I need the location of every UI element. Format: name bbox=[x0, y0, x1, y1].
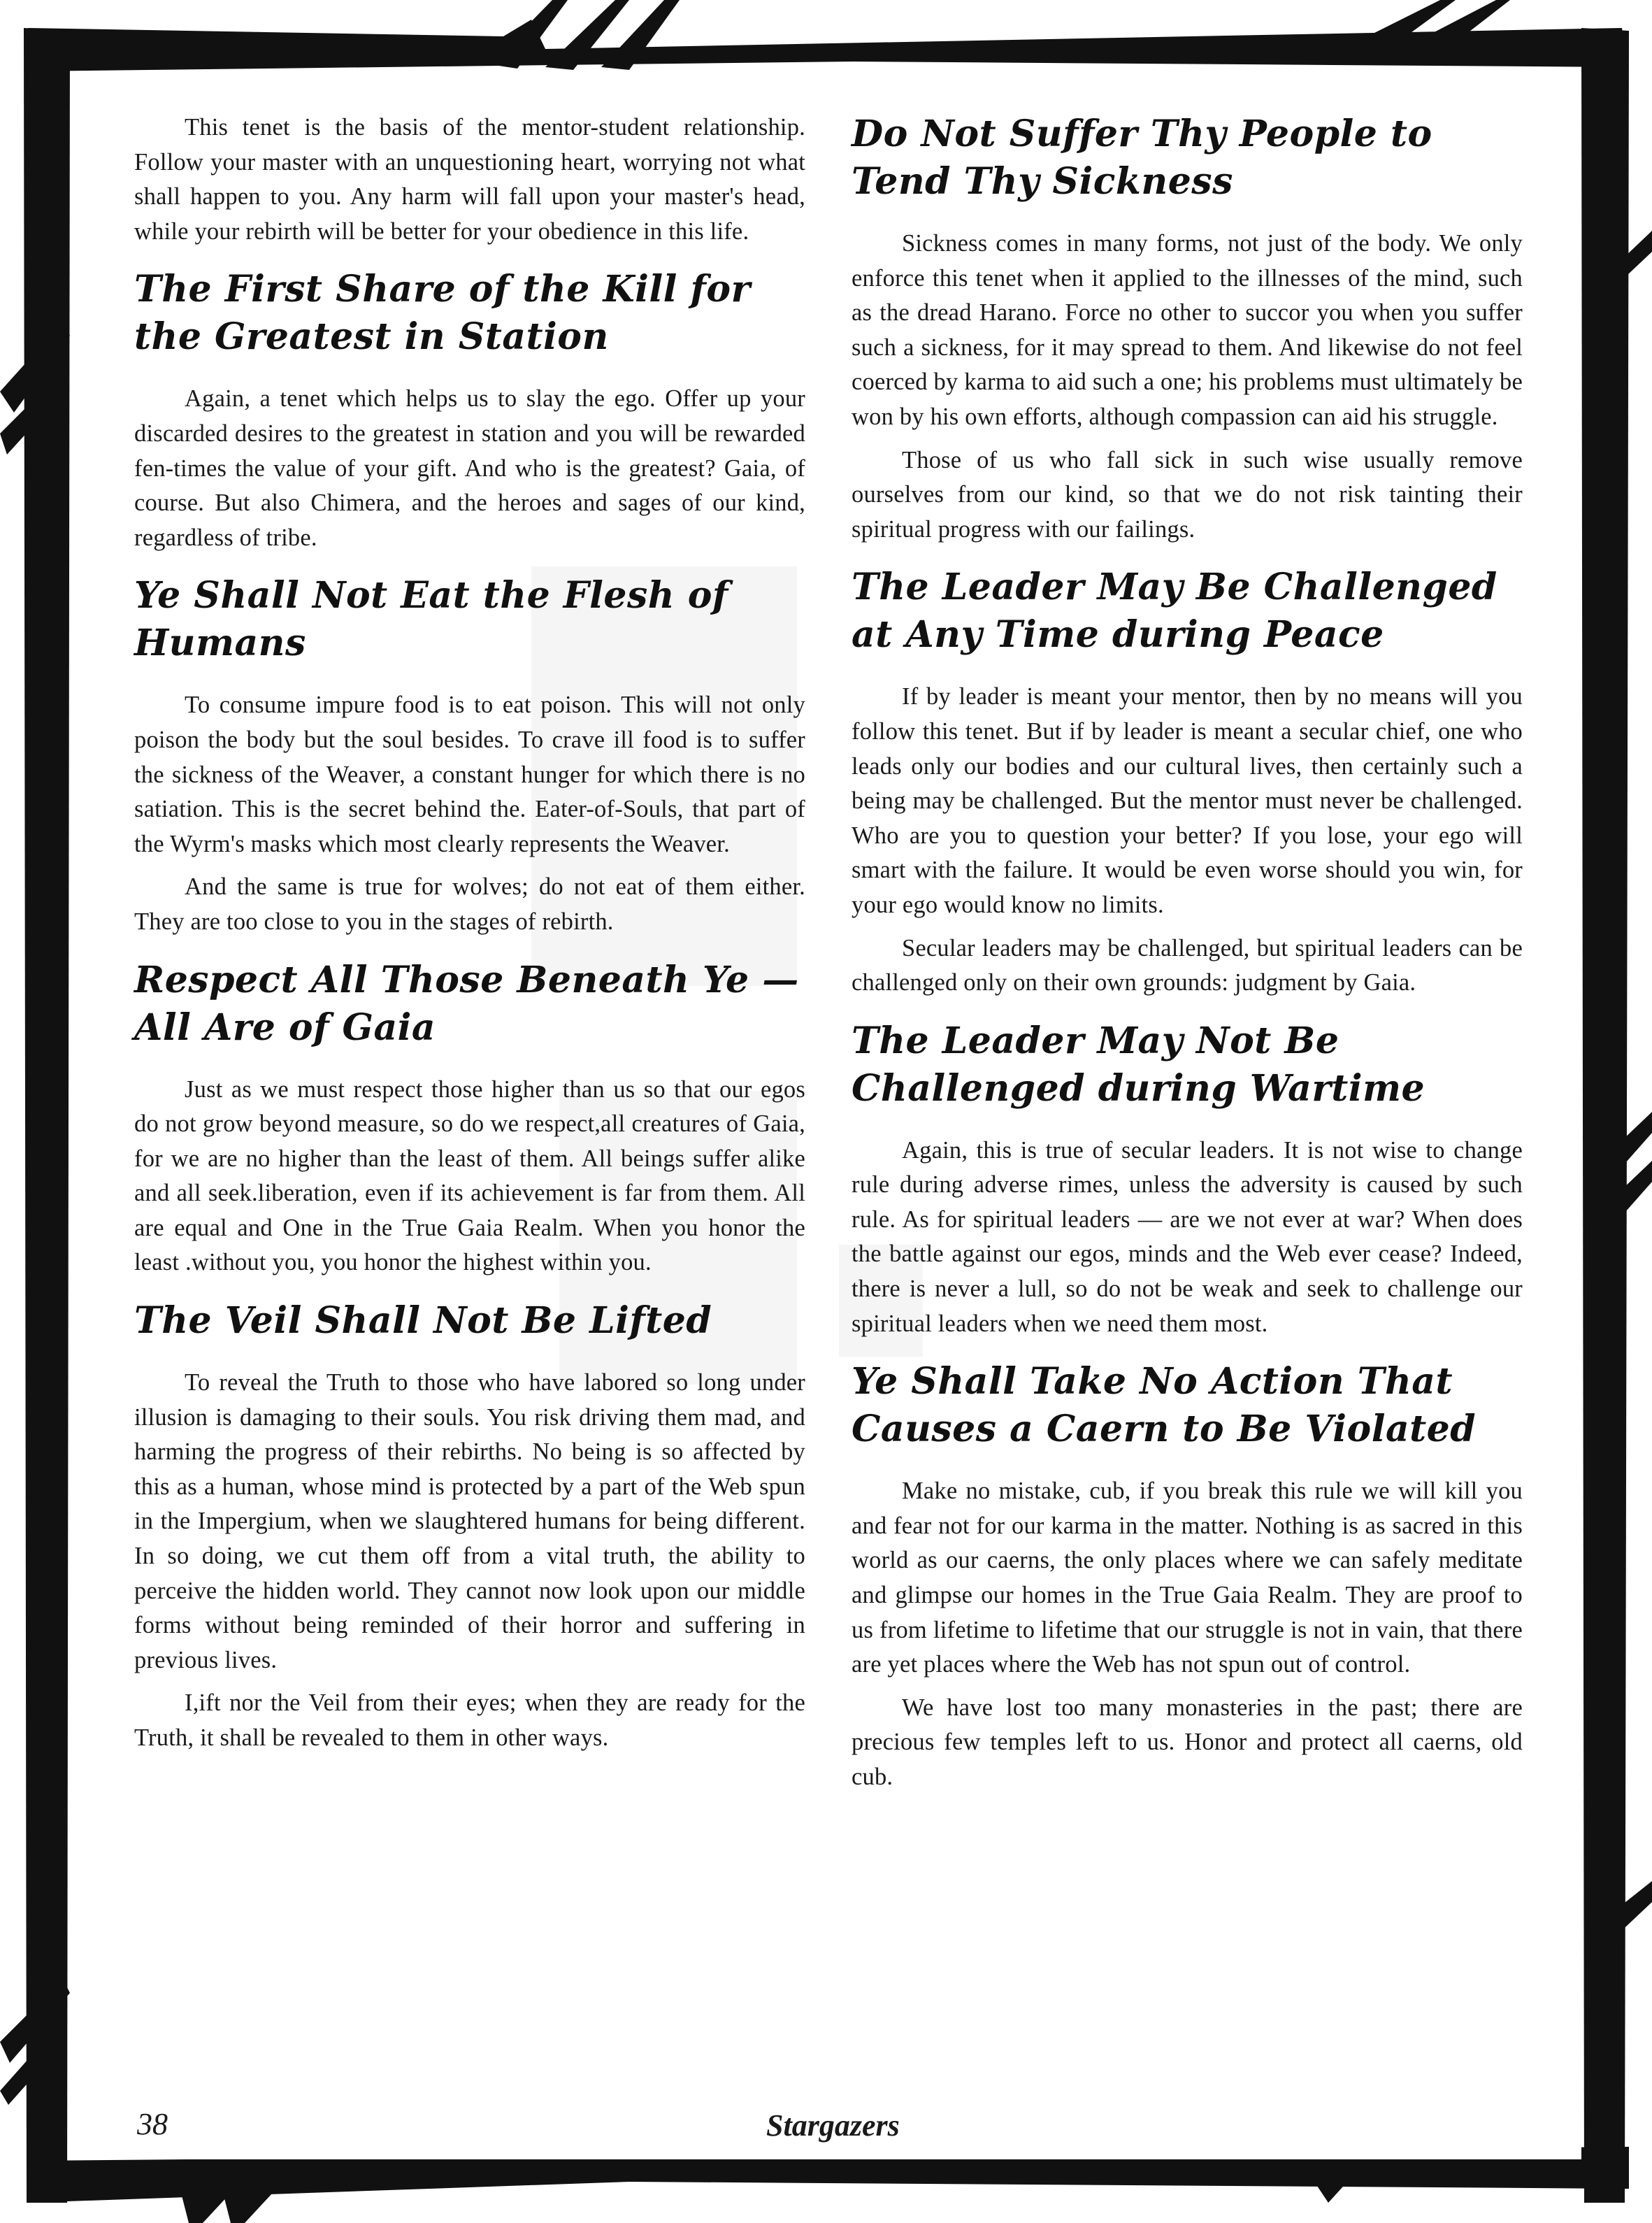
body-paragraph: This tenet is the basis of the mentor-student relationship. Follow your master with an unquestioning heart, worrying not what shall happen to you. Any harm will fall upon your master's head, while your rebirth will be better for your obedience in this life. bbox=[134, 114, 805, 245]
body-paragraph: Secular leaders may be challenged, but spiritual leaders can be challenged only on their own grounds: judgment by Gaia. bbox=[852, 934, 1523, 996]
book-title: Stargazers bbox=[766, 2108, 900, 2143]
section-heading: The Veil Shall Not Be Lifted bbox=[134, 1299, 712, 1343]
body-paragraph: If by leader is meant your mentor, then by no means will you follow this tenet. But if by leader is meant a secular chief, one who leads only our bodies and our cultural lives, then certainly such a being may be challenged. But the mentor must never be challenged. Who are you to question your better? If you lose, your ego will smart with the failure. It would be even worse should you win, for your ego would know no limits. bbox=[852, 683, 1523, 918]
section-heading: Ye Shall Not Eat the Flesh of Humans bbox=[134, 574, 728, 665]
section-heading: Ye Shall Take No Action That Causes a Caern to Be Violated bbox=[852, 1360, 1477, 1451]
body-paragraph: Those of us who fall sick in such wise usually remove ourselves from our kind, so that we do not risk tainting their spiritual progress with our failings. bbox=[852, 446, 1523, 543]
body-paragraph: We have lost too many monasteries in the past; there are precious few temples left to us. Honor and protect all caerns, old cub. bbox=[852, 1694, 1523, 1790]
body-paragraph: To consume impure food is to eat poison. This will not only poison the body but the soul besides. To crave ill food is to suffer the sickness of the Weaver, a constant hunger for which there is no satiation. This is the secret behind the. Eater-of-Souls, that part of the Wyrm's masks which most clearly represents the Weaver. bbox=[134, 692, 805, 857]
body-paragraph: Just as we must respect those higher than us so that our egos do not grow beyond measure, so do we respect,all creatures of Gaia, for we are no higher than the least of them. All beings suffer alike and all seek.liberation, even if its achievement is far from them. All are equal and One in the True Gaia Realm. When you honor the least .without you, you honor the highest within you. bbox=[134, 1075, 805, 1276]
body-paragraph: Make no mistake, cub, if you break this rule we will kill you and fear not for our karma in the matter. Nothing is as sacred in this world as our caerns, the only places where we can safely meditate and glimpse our homes in the True Gaia Realm. They are proof to us from lifetime to lifetime that our struggle is not in vain, that there are yet places where the Web has not spun out of control. bbox=[852, 1478, 1523, 1678]
body-paragraph: To reveal the Truth to those who have labored so long under illusion is damaging to their souls. You risk driving them mad, and harming the progress of their rebirths. No being is so affected by this as a human, whose mind is protected by a part of the Web spun in the Impergium, when we slaughtered humans for being different. In so doing, we cut them off from a vital truth, the ability to perceive the hidden world. They cannot now look upon our middle forms without being reminded of their horror and suffering in previous lives. bbox=[134, 1369, 805, 1673]
body-paragraph: Again, this is true of secular leaders. It is not wise to change rule during adverse rimes, unless the adversity is caused by such rule. As for spiritual leaders — are we not ever at war? When does the battle against our egos, minds and the Web ever cease? Indeed, there is never a lull, so do not be weak and seek to challenge our spiritual leaders when we need them most. bbox=[852, 1136, 1523, 1337]
body-paragraph: Sickness comes in many forms, not just of the body. We only enforce this tenet when it applied to the illnesses of the mind, such as the dread Harano. Force no other to succor you when you suffer such a sickness, for it may spread to them. And likewise do not feel coerced by karma to aid such a one; his problems must ultimately be won by his own efforts, although compassion can aid his struggle. bbox=[852, 230, 1523, 430]
section-heading: The First Share of the Kill for the Greatest in Station bbox=[134, 268, 751, 359]
left-column bbox=[134, 110, 805, 1764]
page-number: 38 bbox=[137, 2107, 168, 2141]
body-paragraph: And the same is true for wolves; do not eat of them either. They are too close to you in the stages of rebirth. bbox=[134, 873, 805, 935]
body-paragraph: I,ift nor the Veil from their eyes; when they are ready for the Truth, it shall be revealed to them in other ways. bbox=[134, 1689, 805, 1751]
section-heading: Respect All Those Beneath Ye — All Are of Gaia bbox=[134, 958, 799, 1049]
body-paragraph: Again, a tenet which helps us to slay the ego. Offer up your discarded desires to the greatest in station and you will be rewarded fen-times the value of your gift. And who is the greatest? Gaia, of course. But also Chimera, and the heroes and sages of our kind, regardless of tribe. bbox=[134, 385, 805, 551]
section-heading: Do Not Suffer Thy People to Tend Thy Sickness bbox=[852, 113, 1432, 203]
section-heading: The Leader May Be Challenged at Any Time during Peace bbox=[852, 566, 1497, 657]
section-heading: The Leader May Not Be Challenged during Wartime bbox=[852, 1019, 1425, 1110]
right-column bbox=[852, 110, 1523, 1803]
